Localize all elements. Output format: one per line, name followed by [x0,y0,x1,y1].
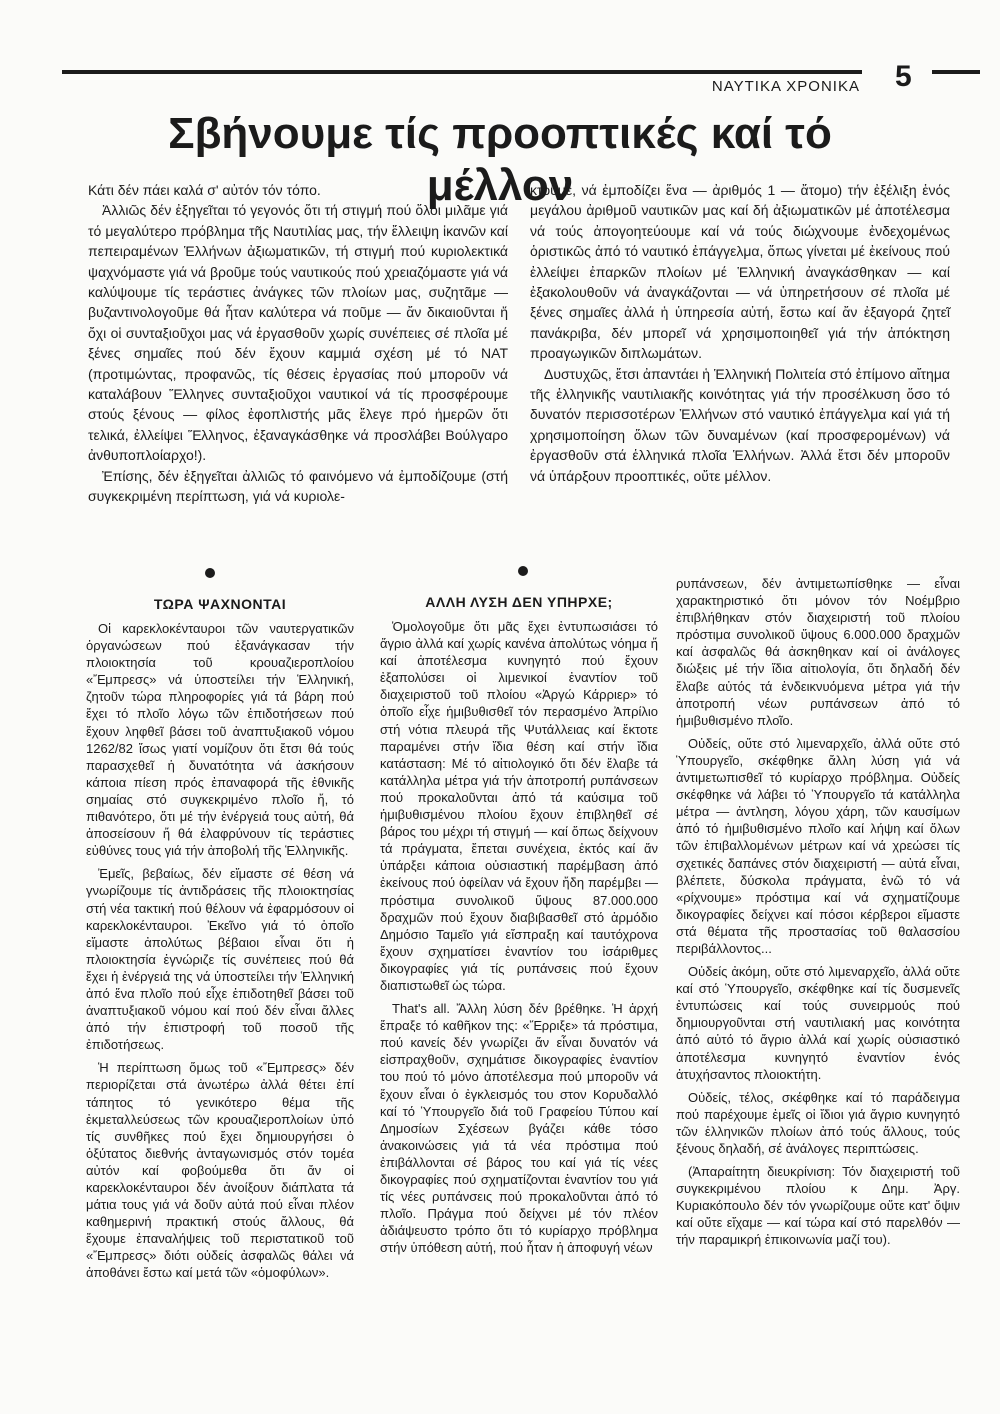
body-paragraph: Ἡ περίπτωση ὅμως τοῦ «Ἔμπρεσς» δέν περιορίζεται στά ἀνωτέρω ἀλλά θέτει ἐπί τάπητος τό γενικότερο θέμα τῆς ἐκμεταλλεύσεως τῶν κρουαζιεροπλοίων ὑπό τίς συνθῆκες πού ἔχει δημιουργήσει ὁ ὀξύτατος διεθνής ἀνταγωνισμός στόν τομέα αὐτόν καί φοβούμεθα ὅτι ἄν οἱ καρεκλοκένταυροι δέν ἀνοίξουν διάπλατα τά μάτια τους γιά νά δοῦν αὐτά πού εἶναι πλέον καθημερινή πρακτική στούς ἄλλους, θά ἔχουμε ἐπαναλήψεις τοῦ περιστατικοῦ τοῦ «Ἔμπρεσς» διότι οὐδείς ἀσφαλῶς θάλει νά ἀποθάνει ἔστω καί μετά τῶν «ὁμοφύλων». [86,1060,354,1281]
header-rule-left [62,70,862,74]
intro-paragraph: Δυστυχῶς, ἔτσι ἀπαντάει ἡ Ἑλληνική Πολιτεία στό ἐπίμονο αἴτημα τῆς ἑλληνικῆς ναυτιλιακῆς κοινότητας γιά τήν προσέλκυση ὅσο τό δυνατόν περισσοτέρων Ἑλλήνων στό ναυτικό ἐπάγγελμα καί γιά τή χρησιμοποίηση ὅλων τῶν δυναμένων (καί προσφερομένων) νά ἐργασθοῦν στά ἑλληνικά πλοῖα Ἑλλήνων. Ἀλλά ἔτσι δέν μποροῦν νά ὑπάρξουν προοπτικές, οὔτε μέλλον. [530,365,950,484]
body-paragraph: That's all. Ἄλλη λύση δέν βρέθηκε. Ἡ ἀρχή ἔπραξε τό καθῆκον της: «Ἔρριξε» τά πρόστιμα, πού κανείς δέν γνωρίζει ἄν εἶναι δυνατόν νά εἰσπραχθοῦν, σχημάτισε δικογραφίες ἐναντίον του πού τό μόνο ἀποτέλεσμα πού μποροῦν νά ἔχουν εἶναι ὁ ἐγκλεισμός του στον Κορυδαλλό καί τό Ὑπουργεῖο διά τοῦ Γραφείου Τύπου καί Δημοσίων Σχέσεων βγάζει κάθε τόσο ἀνακοινώσεις γιά τά νέα πρόστιμα πού ἐπιβάλλονται σέ βάρος του καί γιά τίς νέες δικογραφίες πού σχηματίζονται ἐναντίον του γιά τίς νέες ρυπάνσεις πού προκαλοῦνται ἀπό τό πλοῖο. Πράγμα πού δείχνει μέ τόν πλέον ἀδιάψευστο τρόπο ὅτι τό κυρίαρχο πρόβλημα στήν ὑπόθεση αὐτή, πού ἦταν ἡ ἀποφυγή νέων [380,1001,658,1256]
body-paragraph: Οὐδείς, τέλος, σκέφθηκε καί τό παράδειγμα πού παρέχουμε ἐμεῖς οἱ ἴδιοι γιά ἄγριο κυνηγητό τῶν ἑλληνικῶν πλοίων ἀπό τούς ἄλλους, τούς ξένους δηλαδή, σέ ἀνάλογες περιπτώσεις. [676,1089,960,1156]
intro-paragraph: Ἐπίσης, δέν ἐξηγεῖται ἀλλιῶς τό φαινόμενο νά ἐμποδίζουμε (στή συγκεκριμένη περίπτωση, γιά νά κυριολε- [88,467,508,505]
page-number: 5 [895,60,912,93]
intro-paragraph: Ἀλλιῶς δέν ἐξηγεῖται τό γεγονός ὅτι τή στιγμή πού ὅλοι μιλᾶμε γιά τό μεγαλύτερο πρόβλημα τῆς Ναυτιλίας μας, τήν ἔλλειψη ἱκανῶν καί πεπειραμένων Ἑλλήνων ἀξιωματικῶν, τή στιγμή πού κυριολεκτικά ψαχνόμαστε γιά νά βροῦμε τούς ναυτικούς πού χρειαζόμαστε γιά νά καλύψουμε τίς τεράστιες ἀνάγκες τῶν πλοίων μας, συζητᾶμε — βυζαντινολογοῦμε θά ἦταν καλύτερα νά ποῦμε — ἄν δικαιοῦνται ἤ ὄχι οἱ συνταξιοῦχοι μας νά ἐργασθοῦν χωρίς συνέπειες σέ πλοῖα μέ ξένες σημαῖες πού δέν ἔχουν καμμιά σχέση μέ τό ΝΑΤ (προτιμώντας, προφανῶς, τίς θέσεις ἐργασίας πού μποροῦν νά καταλάβουν Ἕλληνες συνταξιοῦχοι ναυτικοί νά τίς προσφέρουμε στούς ξένους — φίλος ἐφοπλιστής μᾶς ἔλεγε πρό ἡμερῶν ὅτι τελικά, ἐλλείψει Ἕλληνος, ἐξαναγκάσθηκε νά προσλάβει Βούλγαρο ἀνθυποπλοίαρχο!). [88,202,508,464]
intro-paragraph: κτοῦμε, νά ἐμποδίζει ἕνα — ἀριθμός 1 — ἄτομο) τήν ἐξέλιξη ἑνός μεγάλου ἀριθμοῦ ναυτικῶν μας καί δή ἀξιωματικῶν μέ ἀποτέλεσμα νά τούς ἀπογοητεύουμε καί νά τούς διώχνουμε ἐνδεχομένως ὁριστικῶς ἀπό τό ναυτικό ἐπάγγελμα, ὅπως γίνεται μέ ἐκείνους πού ἐλλείψει ἐπαρκῶν πλοίων μέ Ἑλληνική ἀναγκάσθηκαν — καί ἐξακολουθοῦν νά ἀναγκάζονται — νά ὑπηρετήσουν σέ πλοῖα μέ ξένες σημαῖες ἀλλά ἡ ὑπηρεσία αὐτή, ἔστω καί ἄν ἐξαγορά ζητεῖ πανάκριβα, δέν μπορεῖ νά χρησιμοποιηθεῖ γιά τήν ἀπόκτηση προαγωγικῶν διπλωμάτων. [530,182,950,362]
body-paragraph: Ὁμολογοῦμε ὅτι μᾶς ἔχει ἐντυπωσιάσει τό ἄγριο ἀλλά καί χωρίς κανένα ἀπολύτως νόημα ἤ καί ἀποτέλεσμα κυνηγητό πού ἔχουν ἐξαπολύσει οἱ λιμενικοί ἐναντίον τοῦ διαχειριστοῦ τοῦ πλοίου «Ἀργώ Κάρριερ» τό ὁποῖο εἶχε ἡμιβυθισθεῖ τόν περασμένο Ἀπρίλιο στή νότια πλευρά τῆς Ψυτάλλειας καί ἔκτοτε παραμένει στήν ἴδια θέση καί στήν ἴδια κατάσταση: Μέ τό αἰτιολογικό ὅτι δέν ἔλαβε τά κατάλληλα μέτρα γιά τήν ἀποτροπή ρυπάνσεων πού προκαλοῦνται ἀπό τά καύσιμα τοῦ ἡμιβυθισμένου πλοίου ἔχουν ἐπιβληθεῖ σέ βάρος του μέχρι τή στιγμή — καί ὅπως δείχνουν τά πράγματα, ἔπεται συνέχεια, ἐκτός καί ἄν ὑπάρξει κάποια οὐσιαστική παρέμβαση ἀπό ἐκείνους πού ὀφείλαν νά ἔχουν ἤδη παρέμβει — πρόστιμα συνολικοῦ ὕψους 87.000.000 δραχμῶν πού ἔχουν διαβιβασθεῖ στό ἁρμόδιο Δημόσιο Ταμεῖο γιά εἴσπραξη καί ταυτόχρονα ἔχουν σχηματίσει ἐναντίον του ἰσάριθμες δικογραφίες γιά τίς ρυπάνσεις πού ἔχουν διαπιστωθεῖ ὡς τώρα. [380,619,658,993]
intro-column-left [88,180,508,507]
body-paragraph: (Ἀπαραίτητη διευκρίνιση: Τόν διαχειριστή τοῦ συγκεκριμένου πλοίου κ Δημ. Ἀργ. Κυριακόπουλο δέν τόν γνωρίζουμε οὔτε κατ' ὄψιν καί οὔτε εἴχαμε — καί τώρα καί στό παρελθόν — τήν παραμικρή ἐπικοινωνία μαζί του). [676,1164,960,1248]
section-title: ΑΛΛΗ ΛΥΣΗ ΔΕΝ ΥΠΗΡΧΕ; [425,594,613,610]
body-paragraph: Ἐμεῖς, βεβαίως, δέν εἴμαστε σέ θέση νά γνωρίζουμε τίς ἀντιδράσεις τῆς πλοιοκτησίας στή νέα τακτική πού θέλουν νά ἐφαρμόσουν οἱ καρεκλοκένταυροι. Ἐκεῖνο γιά τό ὁποῖο εἴμαστε ἀπολύτως βέβαιοι εἶναι ὅτι ἡ πλοιοκτησία ἐγνώριζε τίς συνέπειες πού θά ἔχει ἡ ἐνέργειά της νά ὑποστείλει τήν Ἑλληνική ἀπό ἕνα πλοῖο πού εἶχε ἐπιδοτηθεῖ βάσει τοῦ ἀναπτυξιακοῦ νόμου καί πού δέν εἶναι ἄλλες ἀπό τήν ἐπιστροφή τοῦ ποσοῦ τῆς ἐπιδοτήσεως. [86,866,354,1053]
intro-paragraph: Κάτι δέν πάει καλά σ' αὐτόν τόν τόπο. [88,182,321,198]
article-headline: Σβήνουμε τίς προοπτικές καί τό μέλλον [168,109,832,210]
header-rule-right [932,70,980,74]
body-paragraph: Οὐδείς, οὔτε στό λιμεναρχεῖο, ἀλλά οὔτε στό Ὑπουργεῖο, σκέφθηκε ἄλλη λύση γιά νά ἀντιμετωπισθεῖ τό κυρίαρχο πρόβλημα. Οὐδείς σκέφθηκε νά λάβει τό Ὑπουργεῖο τά κατάλληλα μέτρα — ἀντληση, λόγου χάρη, τῶν καυσίμων ἀπό τό ἡμιβυθισμένο πλοῖο καί λήψη καί ὅλων τῶν ἐπιβαλλομένων μέτρων καί νά χρεώσει τίς σχετικές δαπάνες στόν διαχειριστή — αὐτά εἶναι, βλέπετε, δύσκολα πράγματα, ἐνῶ τό νά «ρίχνουμε» πρόστιμα καί νά σχηματίζουμε δικογραφίες δείχνει καί πόσοι κέρβεροι εἴμαστε στά θέματα τῆς προστασίας τοῦ θαλασσίου περιβάλλοντος... [676,735,960,956]
newspaper-name: ΝΑΥΤΙΚΑ ΧΡΟΝΙΚΑ [711,78,860,95]
section-title: ΤΩΡΑ ΨΑΧΝΟΝΤΑΙ [153,596,287,612]
intro-column-right [530,180,950,486]
section-bullet [518,566,528,576]
section-bullet [205,568,215,578]
body-paragraph: Οὐδείς ἀκόμη, οὔτε στό λιμεναρχεῖο, ἀλλά οὔτε καί στό Ὑπουργεῖο, σκέφθηκε καί τίς δυσμενεῖς ἐντυπώσεις καί τούς συνειρμούς πού δημιουργοῦνται στή ναυτιλιακή μας κοινότητα ἀπό αὐτό τό ἄγριο ἀλλά καί χωρίς οὐσιαστικό ἀποτέλεσμα κυνηγητό ἐναντίον ἑνός ἀτυχήσαντος πλοιοκτήτη. [676,964,960,1082]
body-paragraph: ρυπάνσεων, δέν ἀντιμετωπίσθηκε — εἶναι χαρακτηριστικό ὅτι μόνον τόν Νοέμβριο ἐπιβλήθηκαν στόν διαχειριστή τοῦ πλοίου πρόστιμα συνολικοῦ ὕψους 6.000.000 δραχμῶν καί ἀσφαλῶς θά ἀσκηθηκαν καί οἱ ἀνάλογες διώξεις μέ τήν ἴδια αἰτιολογία, ὅτι δηλαδή δέν ἔλαβε αὐτός τά ἐνδεικνυόμενα μέτρα γιά τήν ἀποτροπή νέων ρυπάνσεων ἀπό τό ἡμιβυθισμένο πλοῖο. [676,576,960,728]
section-column-3 [676,575,960,1255]
body-paragraph: Οἱ καρεκλοκένταυροι τῶν ναυτεργατικῶν ὀργανώσεων πού ἐξανάγκασαν τήν πλοιοκτησία τοῦ κρουαζιεροπλοίου «Ἔμπρεσς» νά ὑποστείλει τήν Ἑλληνική, ζητοῦν τώρα πληροφορίες γιά τά βάρη πού ἔχει τό πλοῖο λόγω τῶν ἐπιδοτήσεων πού ἔχουν ληφθεῖ βάσει τοῦ ἀναπτυξιακοῦ νόμου 1262/82 ἴσως γιατί νομίζουν ὅτι ἔτσι θά τούς παρασχεθεῖ ἡ δυνατότητα νά ἀσκήσουν κάποια πίεση πρός ἐπαναφορά τῆς ἐθνικῆς σημαίας στό συγκεκριμένο πλοῖο ἤ, τό πιθανότερο, ὅτι μέ τήν ἐνέργειά τους αὐτή, θά ἀποσείσουν ἤ θά ἐλαφρύνουν τίς τεράστιες εὐθύνες τους γιά τήν ἀποβολή τῆς Ἑλληνικῆς. [86,621,354,859]
section-column-2 [380,618,658,1262]
section-column-1 [86,620,354,1288]
